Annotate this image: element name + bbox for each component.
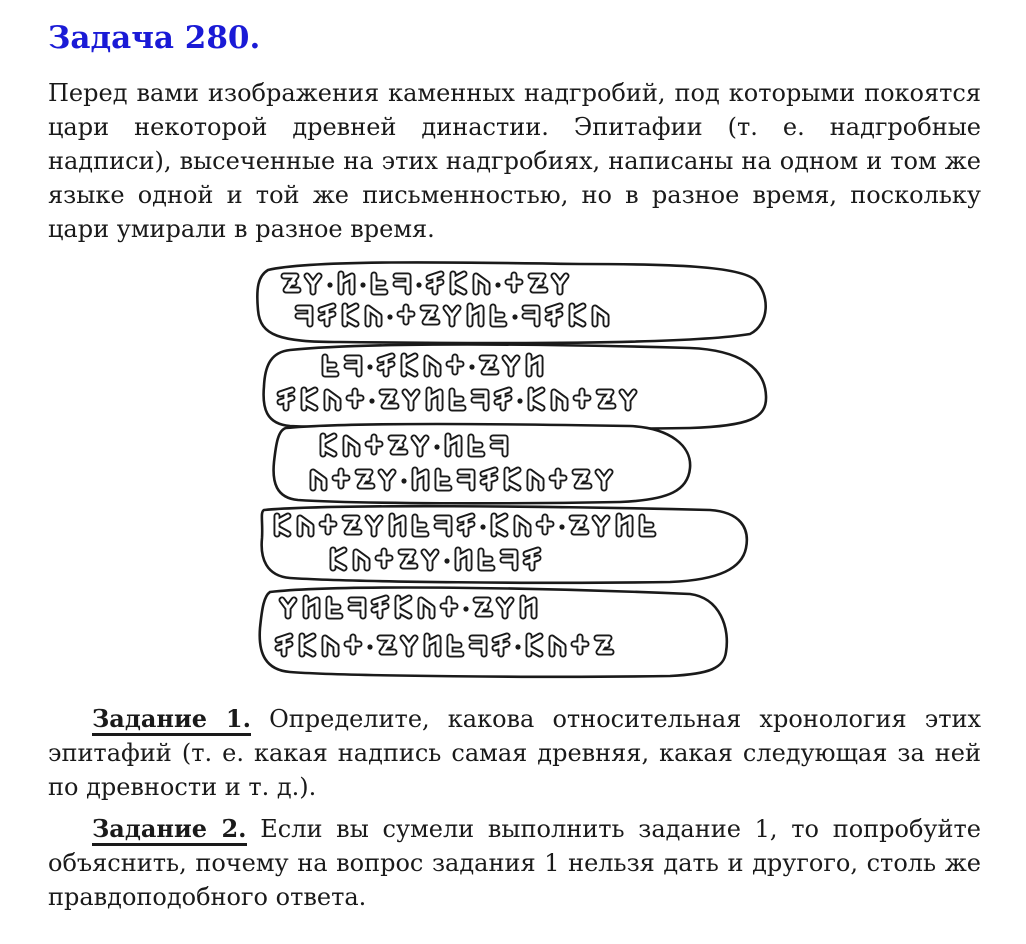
task-2-label: Задание 2. bbox=[92, 814, 247, 846]
word-separator-dot bbox=[434, 444, 439, 449]
word-separator-dot bbox=[401, 478, 406, 483]
task-1 bbox=[48, 702, 981, 804]
word-separator-dot bbox=[367, 364, 372, 369]
word-separator-dot bbox=[360, 282, 365, 287]
word-separator-dot bbox=[444, 558, 449, 563]
word-separator-dot bbox=[515, 644, 520, 649]
word-separator-dot bbox=[495, 282, 500, 287]
word-separator-dot bbox=[367, 644, 372, 649]
word-separator-dot bbox=[480, 524, 485, 529]
word-separator-dot bbox=[463, 606, 468, 611]
word-separator-dot bbox=[512, 314, 517, 319]
word-separator-dot bbox=[387, 314, 392, 319]
word-separator-dot bbox=[559, 524, 564, 529]
task-2-text: Если вы сумели выполнить задание 1, то попробуйте объяснить, почему на вопрос задания 1 нельзя дать и другого, столь же правдоподобного ответа. bbox=[48, 815, 981, 911]
problem-title: Задача 280. bbox=[48, 20, 261, 56]
task-1-text: Определите, какова относительная хронология этих эпитафий (т. е. какая надпись самая древняя, какая следующая за ней по древности и т. д.). bbox=[48, 705, 982, 801]
tombstones-illustration bbox=[250, 258, 770, 684]
word-separator-dot bbox=[327, 282, 332, 287]
task-1-label: Задание 1. bbox=[92, 704, 251, 736]
word-separator-dot bbox=[469, 364, 474, 369]
word-separator-dot bbox=[416, 282, 421, 287]
intro-paragraph: Перед вами изображения каменных надгробий, под которыми покоятся цари некоторой древней династии. Эпитафии (т. е. надгробные надписи), высеченные на этих надгробиях, написаны на одном и том же языке одной и той же письменностью, но в разное время, поскольку цари умирали в разное время. bbox=[48, 79, 981, 243]
word-separator-dot bbox=[517, 398, 522, 403]
word-separator-dot bbox=[369, 398, 374, 403]
task-2 bbox=[48, 812, 981, 914]
